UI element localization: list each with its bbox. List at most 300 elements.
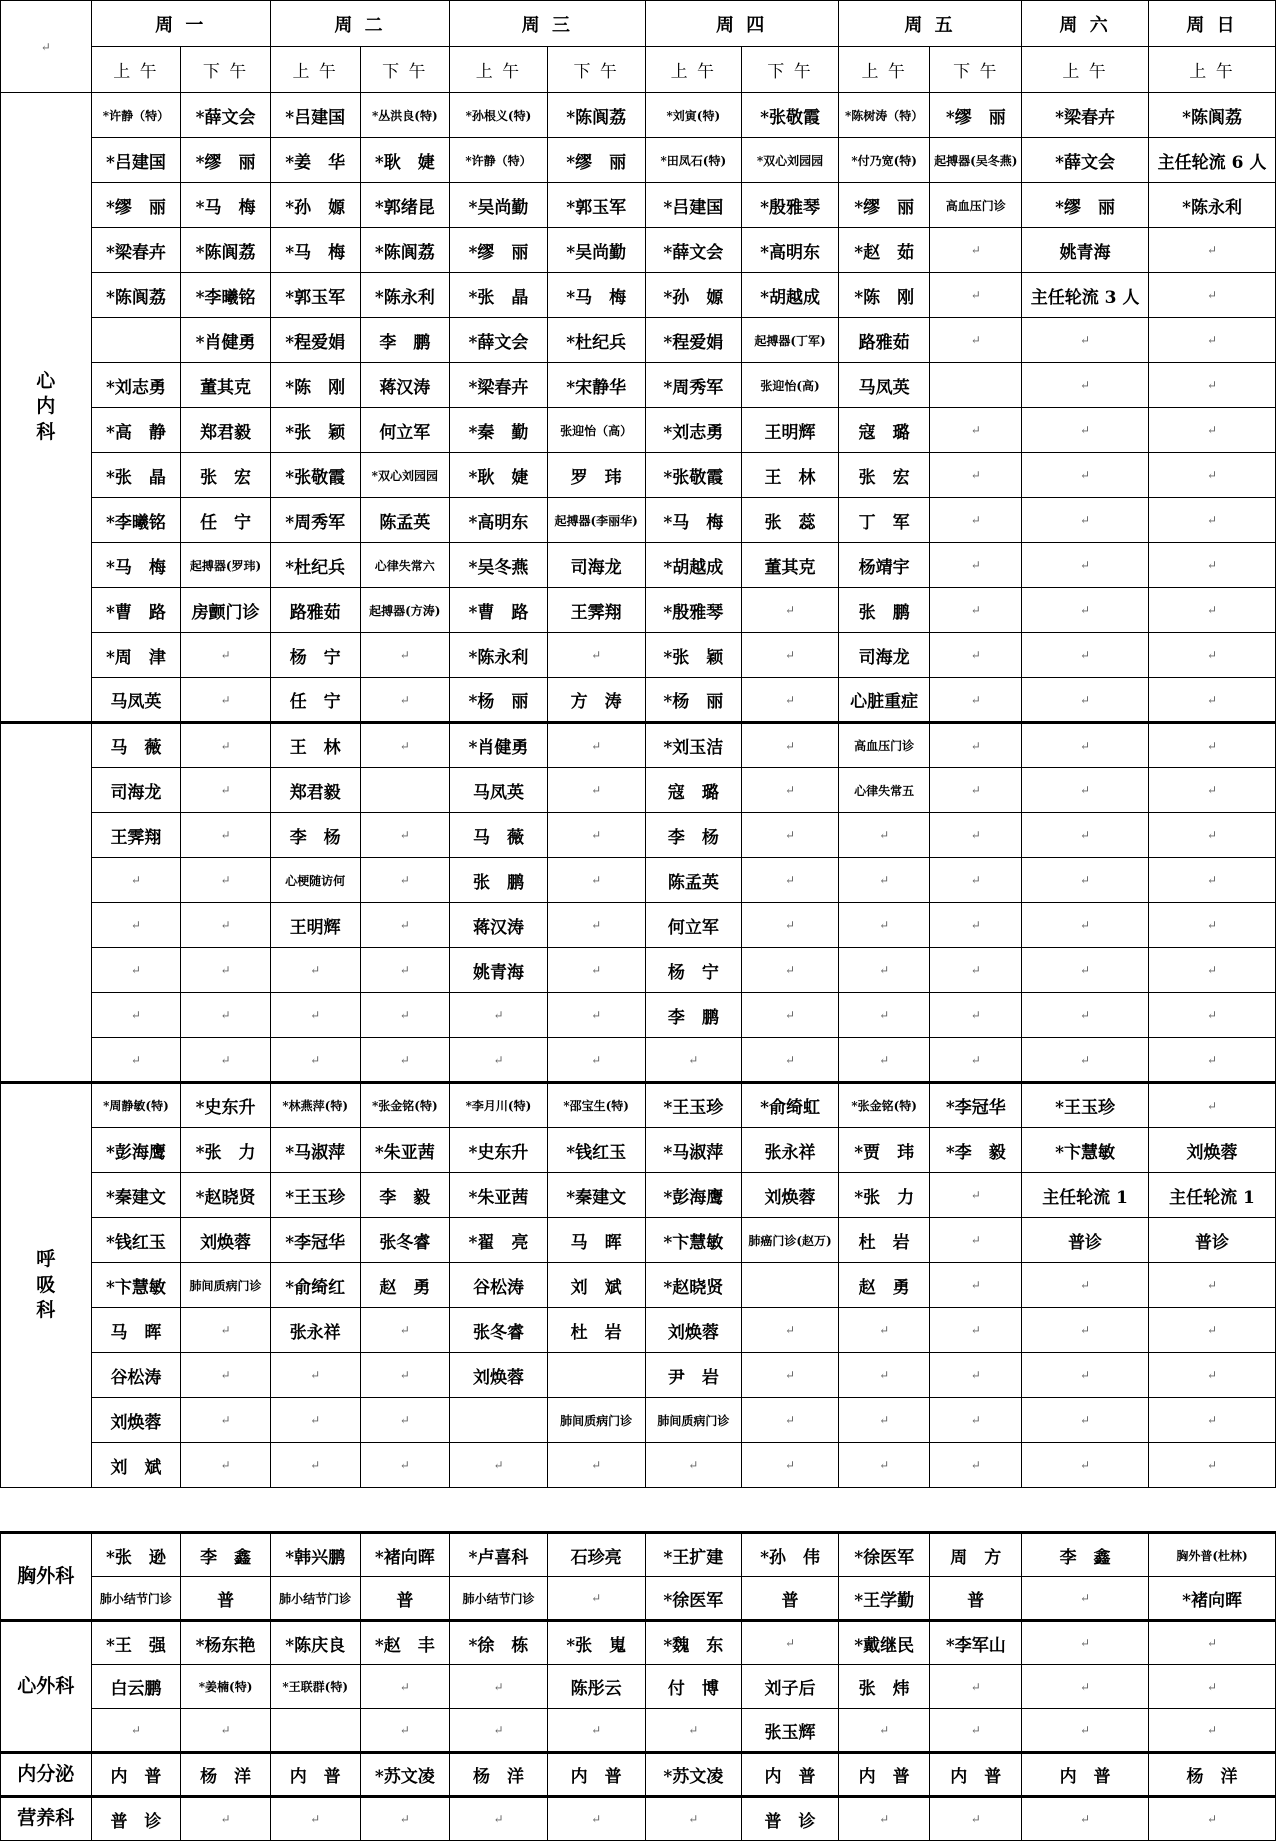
schedule-cell: ↵	[930, 588, 1022, 633]
schedule-cell: ↵	[1149, 1083, 1276, 1128]
schedule-cell: 王 林	[742, 453, 839, 498]
schedule-row	[1, 318, 1276, 363]
schedule-cell: ↵	[930, 1443, 1022, 1488]
schedule-cell: ↵	[450, 1665, 548, 1709]
schedule-cell: ↵	[1149, 1308, 1276, 1353]
schedule-cell: 张 蕊	[742, 498, 839, 543]
schedule-cell: *赵晓贤	[645, 1263, 742, 1308]
schedule-cell: *刘志勇	[645, 408, 742, 453]
schedule-cell: *宋静华	[547, 363, 645, 408]
schedule-cell: ↵	[742, 1308, 839, 1353]
schedule-cell: *双心刘园园	[742, 138, 839, 183]
schedule-cell: *张金铭(特)	[360, 1083, 450, 1128]
section-gap	[1, 1488, 1276, 1533]
schedule-cell: ↵	[360, 633, 450, 678]
schedule-cell: 刘 斌	[91, 1443, 181, 1488]
schedule-cell: *缪 丽	[181, 138, 271, 183]
schedule-cell: 刘焕蓉	[91, 1398, 181, 1443]
schedule-cell: *郭绪昆	[360, 183, 450, 228]
half-day-header: 下 午	[742, 47, 839, 93]
schedule-row	[1, 633, 1276, 678]
schedule-cell: *秦建文	[91, 1173, 181, 1218]
schedule-cell	[360, 768, 450, 813]
schedule-cell: ↵	[360, 1709, 450, 1753]
schedule-cell: *马 梅	[645, 498, 742, 543]
schedule-cell: ↵	[1022, 768, 1149, 813]
day-header-fri: 周 五	[838, 1, 1021, 47]
schedule-cell: ↵	[181, 1308, 271, 1353]
section-gap-cell	[1, 1488, 1276, 1533]
schedule-cell: ↵	[547, 1709, 645, 1753]
schedule-cell: *付乃宽(特)	[838, 138, 930, 183]
schedule-cell: *陈树涛（特）	[838, 93, 930, 138]
schedule-cell: 王明辉	[270, 903, 360, 948]
schedule-cell: 普诊	[1022, 1218, 1149, 1263]
schedule-row	[1, 903, 1276, 948]
schedule-cell: ↵	[742, 1038, 839, 1083]
schedule-cell: ↵	[181, 1398, 271, 1443]
schedule-cell: 张冬睿	[360, 1218, 450, 1263]
schedule-cell: 心梗随访何	[270, 858, 360, 903]
schedule-cell: *曹 路	[91, 588, 181, 633]
schedule-cell: ↵	[360, 1443, 450, 1488]
schedule-cell: *王扩建	[645, 1533, 742, 1577]
schedule-cell: ↵	[930, 498, 1022, 543]
schedule-cell: ↵	[930, 273, 1022, 318]
schedule-cell: ↵	[360, 723, 450, 768]
schedule-cell: *丛洪良(特)	[360, 93, 450, 138]
schedule-cell: 内 普	[838, 1753, 930, 1797]
schedule-cell	[270, 1709, 360, 1753]
schedule-cell: 丁 军	[838, 498, 930, 543]
schedule-cell: *邵宝生(特)	[547, 1083, 645, 1128]
schedule-cell: 赵 勇	[838, 1263, 930, 1308]
schedule-cell: ↵	[181, 1797, 271, 1841]
schedule-row	[1, 858, 1276, 903]
schedule-cell: ↵	[1022, 1709, 1149, 1753]
schedule-cell: 李 杨	[645, 813, 742, 858]
schedule-cell: ↵	[547, 993, 645, 1038]
schedule-cell: 肺间质病门诊	[645, 1398, 742, 1443]
schedule-cell: ↵	[91, 858, 181, 903]
schedule-cell: ↵	[1022, 993, 1149, 1038]
schedule-cell: ↵	[1022, 543, 1149, 588]
schedule-cell: ↵	[1149, 813, 1276, 858]
schedule-cell: 主任轮流 1	[1149, 1173, 1276, 1218]
schedule-cell: 杨 洋	[1149, 1753, 1276, 1797]
schedule-cell: 任 宁	[181, 498, 271, 543]
schedule-cell: ↵	[742, 768, 839, 813]
schedule-cell: ↵	[1149, 1443, 1276, 1488]
schedule-row	[1, 453, 1276, 498]
schedule-cell: *陈 刚	[838, 273, 930, 318]
schedule-cell: ↵	[930, 408, 1022, 453]
schedule-cell: ↵	[1022, 1398, 1149, 1443]
schedule-cell: ↵	[1149, 408, 1276, 453]
schedule-cell: ↵	[838, 1038, 930, 1083]
schedule-cell: *李曦铭	[181, 273, 271, 318]
schedule-cell: 尹 岩	[645, 1353, 742, 1398]
schedule-cell: 李 鑫	[181, 1533, 271, 1577]
schedule-cell: *姜楠(特)	[181, 1665, 271, 1709]
schedule-cell: ↵	[181, 1709, 271, 1753]
schedule-cell: ↵	[1022, 363, 1149, 408]
schedule-cell: 何立军	[645, 903, 742, 948]
schedule-cell: *陈永利	[360, 273, 450, 318]
schedule-cell: 杨 洋	[181, 1753, 271, 1797]
schedule-cell: *陈永利	[1149, 183, 1276, 228]
schedule-row	[1, 498, 1276, 543]
half-day-header: 上 午	[645, 47, 742, 93]
schedule-cell: *朱亚茜	[360, 1128, 450, 1173]
schedule-cell: ↵	[645, 1443, 742, 1488]
schedule-cell: 张永祥	[742, 1128, 839, 1173]
schedule-cell: 付 博	[645, 1665, 742, 1709]
schedule-cell: 白云鹏	[91, 1665, 181, 1709]
schedule-cell: ↵	[547, 858, 645, 903]
schedule-cell: ↵	[742, 948, 839, 993]
schedule-cell: 郑君毅	[270, 768, 360, 813]
schedule-cell: *吕建国	[645, 183, 742, 228]
schedule-cell: 普诊	[1149, 1218, 1276, 1263]
schedule-cell: ↵	[91, 948, 181, 993]
schedule-cell: ↵	[1149, 1709, 1276, 1753]
schedule-row	[1, 768, 1276, 813]
schedule-cell: ↵	[1022, 813, 1149, 858]
schedule-cell: ↵	[1149, 1398, 1276, 1443]
schedule-cell: *程爱娟	[645, 318, 742, 363]
schedule-row	[1, 183, 1276, 228]
schedule-cell: ↵	[930, 1353, 1022, 1398]
schedule-cell: *双心刘园园	[360, 453, 450, 498]
schedule-cell: ↵	[645, 1038, 742, 1083]
schedule-cell: *刘寅(特)	[645, 93, 742, 138]
schedule-cell: ↵	[91, 1038, 181, 1083]
schedule-cell	[450, 1398, 548, 1443]
schedule-cell: 刘焕蓉	[645, 1308, 742, 1353]
schedule-row	[1, 1353, 1276, 1398]
schedule-cell: ↵	[838, 858, 930, 903]
schedule-cell: *郭玉军	[270, 273, 360, 318]
schedule-cell: *李 毅	[930, 1128, 1022, 1173]
schedule-cell	[547, 1353, 645, 1398]
schedule-cell: *林燕萍(特)	[270, 1083, 360, 1128]
schedule-cell: ↵	[547, 1577, 645, 1621]
schedule-cell: ↵	[1149, 723, 1276, 768]
schedule-cell: ↵	[930, 543, 1022, 588]
schedule-cell: ↵	[547, 813, 645, 858]
schedule-cell: *俞绮虹	[742, 1083, 839, 1128]
schedule-cell: 司海龙	[838, 633, 930, 678]
schedule-cell: ↵	[270, 1443, 360, 1488]
schedule-cell: *魏 东	[645, 1621, 742, 1665]
half-day-header: 下 午	[181, 47, 271, 93]
schedule-cell: 张 鹏	[838, 588, 930, 633]
schedule-cell: ↵	[930, 903, 1022, 948]
schedule-cell: ↵	[181, 678, 271, 723]
schedule-cell: ↵	[270, 1353, 360, 1398]
schedule-cell: 肺间质病门诊	[181, 1263, 271, 1308]
schedule-cell: *张敬霞	[270, 453, 360, 498]
schedule-cell: ↵	[1149, 363, 1276, 408]
schedule-cell: *陈阆荔	[181, 228, 271, 273]
schedule-cell: *孙 嫄	[270, 183, 360, 228]
schedule-cell: ↵	[547, 768, 645, 813]
schedule-cell: *王玉珍	[1022, 1083, 1149, 1128]
schedule-row	[1, 1577, 1276, 1621]
schedule-cell: ↵	[1149, 228, 1276, 273]
schedule-cell: ↵	[742, 993, 839, 1038]
schedule-cell: ↵	[181, 903, 271, 948]
schedule-cell: ↵	[547, 723, 645, 768]
schedule-cell: ↵	[838, 1443, 930, 1488]
schedule-cell: ↵	[742, 858, 839, 903]
schedule-cell: ↵	[930, 768, 1022, 813]
schedule-row	[1, 273, 1276, 318]
schedule-cell: 肺癌门诊(赵万)	[742, 1218, 839, 1263]
schedule-cell: *陈阆荔	[360, 228, 450, 273]
schedule-cell: *张 逊	[91, 1533, 181, 1577]
schedule-cell: *李月川(特)	[450, 1083, 548, 1128]
schedule-row	[1, 363, 1276, 408]
schedule-cell: 高血压门诊	[838, 723, 930, 768]
schedule-cell: *王学勤	[838, 1577, 930, 1621]
schedule-cell: 心律失常六	[360, 543, 450, 588]
schedule-cell: *张 颖	[645, 633, 742, 678]
schedule-cell: *高 静	[91, 408, 181, 453]
schedule-row	[1, 1398, 1276, 1443]
schedule-cell: 罗 玮	[547, 453, 645, 498]
schedule-row	[1, 138, 1276, 183]
schedule-cell: ↵	[1149, 768, 1276, 813]
schedule-cell: 司海龙	[91, 768, 181, 813]
schedule-cell: *陈 刚	[270, 363, 360, 408]
schedule-cell: ↵	[838, 1709, 930, 1753]
schedule-cell: 普	[360, 1577, 450, 1621]
schedule-cell: *秦 勤	[450, 408, 548, 453]
schedule-cell: ↵	[838, 1797, 930, 1841]
schedule-cell: *马 梅	[181, 183, 271, 228]
schedule-cell: ↵	[1022, 588, 1149, 633]
schedule-cell: ↵	[181, 633, 271, 678]
schedule-row	[1, 1083, 1276, 1128]
schedule-cell: *马 梅	[91, 543, 181, 588]
schedule-cell: 王 林	[270, 723, 360, 768]
schedule-cell: 寇 璐	[838, 408, 930, 453]
schedule-cell: ↵	[930, 318, 1022, 363]
schedule-cell	[91, 318, 181, 363]
schedule-cell: ↵	[181, 948, 271, 993]
schedule-cell: *王玉珍	[645, 1083, 742, 1128]
schedule-cell: *耿 婕	[360, 138, 450, 183]
schedule-cell: *吴尚勤	[547, 228, 645, 273]
schedule-cell: *孙 伟	[742, 1533, 839, 1577]
schedule-cell: 马凤英	[838, 363, 930, 408]
schedule-cell: 李 毅	[360, 1173, 450, 1218]
schedule-cell: *缪 丽	[838, 183, 930, 228]
schedule-cell: ↵	[838, 1353, 930, 1398]
schedule-cell: 马 晖	[91, 1308, 181, 1353]
schedule-row	[1, 948, 1276, 993]
schedule-cell: *陈阆荔	[1149, 93, 1276, 138]
schedule-cell: *李冠华	[270, 1218, 360, 1263]
schedule-cell: *梁春卉	[1022, 93, 1149, 138]
schedule-cell: 张 炜	[838, 1665, 930, 1709]
schedule-cell: *陈庆良	[270, 1621, 360, 1665]
schedule-cell: *刘志勇	[91, 363, 181, 408]
schedule-cell: ↵	[360, 1665, 450, 1709]
schedule-cell: ↵	[360, 1398, 450, 1443]
schedule-cell: *孙 嫄	[645, 273, 742, 318]
schedule-cell: ↵	[1022, 1621, 1149, 1665]
schedule-cell: ↵	[1149, 903, 1276, 948]
schedule-cell: ↵	[181, 768, 271, 813]
schedule-cell: *徐 栋	[450, 1621, 548, 1665]
schedule-cell: ↵	[1149, 993, 1276, 1038]
schedule-cell: *钱红玉	[547, 1128, 645, 1173]
schedule-cell: 起搏器(方涛)	[360, 588, 450, 633]
schedule-cell: *田凤石(特)	[645, 138, 742, 183]
schedule-cell: *张金铭(特)	[838, 1083, 930, 1128]
schedule-cell: *薛文会	[181, 93, 271, 138]
schedule-cell: ↵	[1149, 1621, 1276, 1665]
schedule-cell: ↵	[930, 1797, 1022, 1841]
schedule-cell: *王玉珍	[270, 1173, 360, 1218]
schedule-cell: *张 颖	[270, 408, 360, 453]
schedule-cell: *缪 丽	[1022, 183, 1149, 228]
schedule-cell: ↵	[742, 813, 839, 858]
schedule-cell: 内 普	[91, 1753, 181, 1797]
half-day-header: 下 午	[547, 47, 645, 93]
schedule-cell: 姚青海	[450, 948, 548, 993]
schedule-cell: *薛文会	[1022, 138, 1149, 183]
schedule-cell: ↵	[1022, 903, 1149, 948]
schedule-cell: 内 普	[742, 1753, 839, 1797]
schedule-cell: 李 鹏	[360, 318, 450, 363]
schedule-cell: 杜 岩	[838, 1218, 930, 1263]
schedule-cell: ↵	[1149, 678, 1276, 723]
schedule-row	[1, 1038, 1276, 1083]
schedule-cell: *胡越成	[742, 273, 839, 318]
schedule-cell: 杨靖宇	[838, 543, 930, 588]
schedule-cell: ↵	[547, 1443, 645, 1488]
schedule-cell: 普 诊	[91, 1797, 181, 1841]
schedule-cell	[742, 1263, 839, 1308]
schedule-cell: ↵	[1022, 408, 1149, 453]
schedule-cell: ↵	[838, 993, 930, 1038]
schedule-cell: 蒋汉涛	[360, 363, 450, 408]
schedule-cell: 郑君毅	[181, 408, 271, 453]
schedule-cell: 肺小结节门诊	[91, 1577, 181, 1621]
schedule-cell: *贾 玮	[838, 1128, 930, 1173]
schedule-cell: *陈永利	[450, 633, 548, 678]
schedule-cell: ↵	[930, 1218, 1022, 1263]
schedule-cell: *缪 丽	[547, 138, 645, 183]
schedule-cell: ↵	[1149, 1665, 1276, 1709]
schedule-cell: *殷雅琴	[645, 588, 742, 633]
schedule-row	[1, 93, 1276, 138]
schedule-cell: ↵	[181, 993, 271, 1038]
schedule-cell: *高明东	[450, 498, 548, 543]
schedule-cell: ↵	[930, 453, 1022, 498]
schedule-cell: 肺小结节门诊	[450, 1577, 548, 1621]
schedule-cell: *杨 丽	[645, 678, 742, 723]
schedule-cell: *肖健勇	[450, 723, 548, 768]
schedule-cell: 石珍亮	[547, 1533, 645, 1577]
schedule-cell: ↵	[1149, 948, 1276, 993]
schedule-cell: ↵	[547, 948, 645, 993]
schedule-cell: ↵	[1149, 1797, 1276, 1841]
schedule-cell: *苏文凌	[360, 1753, 450, 1797]
schedule-cell: *李曦铭	[91, 498, 181, 543]
schedule-cell: 刘子后	[742, 1665, 839, 1709]
day-header-tue: 周 二	[270, 1, 449, 47]
schedule-cell: ↵	[838, 948, 930, 993]
schedule-row	[1, 588, 1276, 633]
schedule-cell: ↵	[1022, 453, 1149, 498]
schedule-cell: 张迎怡(高)	[742, 363, 839, 408]
schedule-cell: 普	[930, 1577, 1022, 1621]
schedule-cell: *陈阆荔	[547, 93, 645, 138]
schedule-cell: ↵	[742, 1443, 839, 1488]
schedule-cell: 王霁翔	[547, 588, 645, 633]
schedule-row	[1, 723, 1276, 768]
schedule-cell: 马凤英	[91, 678, 181, 723]
schedule-cell: 高血压门诊	[930, 183, 1022, 228]
schedule-cell	[930, 363, 1022, 408]
schedule-cell: *梁春卉	[91, 228, 181, 273]
half-day-header: 下 午	[360, 47, 450, 93]
half-day-header: 上 午	[91, 47, 181, 93]
schedule-cell: ↵	[1022, 858, 1149, 903]
schedule-cell: *马 梅	[270, 228, 360, 273]
schedule-cell: ↵	[1022, 1577, 1149, 1621]
schedule-body	[1, 93, 1276, 1841]
schedule-cell: 李 鑫	[1022, 1533, 1149, 1577]
schedule-cell: 张 鹏	[450, 858, 548, 903]
schedule-cell: ↵	[360, 813, 450, 858]
schedule-cell: *张 力	[838, 1173, 930, 1218]
schedule-cell: 刘焕蓉	[742, 1173, 839, 1218]
schedule-row	[1, 1443, 1276, 1488]
schedule-cell: 内 普	[270, 1753, 360, 1797]
schedule-cell: ↵	[270, 948, 360, 993]
schedule-cell: *戴继民	[838, 1621, 930, 1665]
schedule-row	[1, 1128, 1276, 1173]
department-label: 呼 吸 科	[1, 1083, 92, 1488]
schedule-row	[1, 408, 1276, 453]
schedule-cell: *吕建国	[270, 93, 360, 138]
schedule-cell: 内 普	[1022, 1753, 1149, 1797]
schedule-cell: *卞慧敏	[1022, 1128, 1149, 1173]
day-header-wed: 周 三	[450, 1, 645, 47]
department-label	[1, 723, 92, 1083]
schedule-cell: 马 薇	[91, 723, 181, 768]
schedule-cell: 陈彤云	[547, 1665, 645, 1709]
day-header-mon: 周 一	[91, 1, 270, 47]
schedule-cell: 周 方	[930, 1533, 1022, 1577]
schedule-cell: 普 诊	[742, 1797, 839, 1841]
schedule-cell: ↵	[360, 1353, 450, 1398]
schedule-cell: *张 嵬	[547, 1621, 645, 1665]
schedule-cell: *梁春卉	[450, 363, 548, 408]
schedule-cell: 内 普	[547, 1753, 645, 1797]
schedule-row	[1, 1533, 1276, 1577]
schedule-cell: 起搏器(罗玮)	[181, 543, 271, 588]
schedule-cell: ↵	[1149, 453, 1276, 498]
department-label: 心外科	[1, 1621, 92, 1753]
schedule-cell: ↵	[1022, 1353, 1149, 1398]
